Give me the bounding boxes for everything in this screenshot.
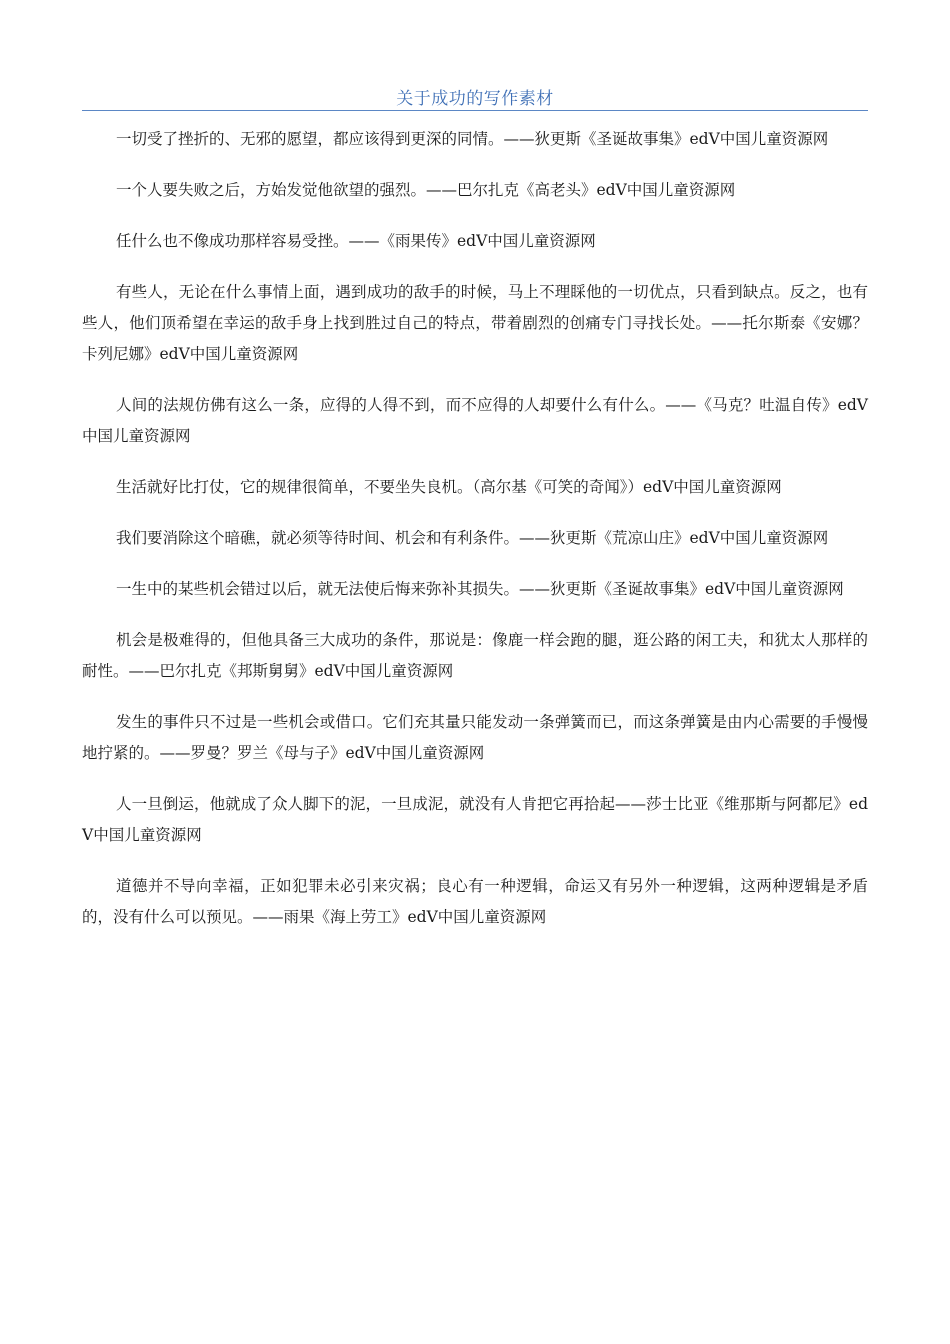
page-header — [82, 80, 868, 111]
quote-paragraph: 我们要消除这个暗礁，就必须等待时间、机会和有利条件。——狄更斯《荒凉山庄》edV中国儿童资源网 — [116, 529, 829, 547]
quote-paragraph: 人一旦倒运，他就成了众人脚下的泥，一旦成泥，就没有人肯把它再拾起——莎士比亚《维那斯与阿都尼》edV中国儿童资源网 — [82, 795, 868, 844]
quote-paragraph: 一生中的某些机会错过以后，就无法使后悔来弥补其损失。——狄更斯《圣诞故事集》edV中国儿童资源网 — [116, 580, 844, 598]
quote-paragraph: 机会是极难得的，但他具备三大成功的条件，那说是：像鹿一样会跑的腿，逛公路的闲工夫，和犹太人那样的耐性。——巴尔扎克《邦斯舅舅》edV中国儿童资源网 — [82, 631, 868, 680]
document-body — [82, 124, 868, 953]
quote-paragraph: 生活就好比打仗，它的规律很简单，不要坐失良机。（高尔基《可笑的奇闻》）edV中国儿童资源网 — [116, 478, 782, 496]
quote-paragraph: 一个人要失败之后，方始发觉他欲望的强烈。——巴尔扎克《高老头》edV中国儿童资源网 — [116, 181, 736, 199]
quote-paragraph: 道德并不导向幸福，正如犯罪未必引来灾祸；良心有一种逻辑，命运又有另外一种逻辑，这两种逻辑是矛盾的，没有什么可以预见。——雨果《海上劳工》edV中国儿童资源网 — [82, 877, 868, 926]
quote-paragraph: 人间的法规仿佛有这么一条，应得的人得不到，而不应得的人却要什么有什么。——《马克？吐温自传》edV中国儿童资源网 — [82, 396, 868, 445]
quote-paragraph: 一切受了挫折的、无邪的愿望，都应该得到更深的同情。——狄更斯《圣诞故事集》edV中国儿童资源网 — [116, 130, 829, 148]
page-title: 关于成功的写作素材 — [396, 89, 554, 109]
quote-paragraph: 发生的事件只不过是一些机会或借口。它们充其量只能发动一条弹簧而已，而这条弹簧是由内心需要的手慢慢地拧紧的。——罗曼？罗兰《母与子》edV中国儿童资源网 — [82, 713, 868, 762]
quote-paragraph: 有些人，无论在什么事情上面，遇到成功的敌手的时候，马上不理睬他的一切优点，只看到缺点。反之，也有些人，他们顶希望在幸运的敌手身上找到胜过自己的特点，带着剧烈的创痛专门寻找长处。——托尔斯泰《安娜？卡列尼娜》edV中国儿童资源网 — [82, 283, 868, 363]
quote-paragraph: 任什么也不像成功那样容易受挫。——《雨果传》edV中国儿童资源网 — [116, 232, 596, 250]
